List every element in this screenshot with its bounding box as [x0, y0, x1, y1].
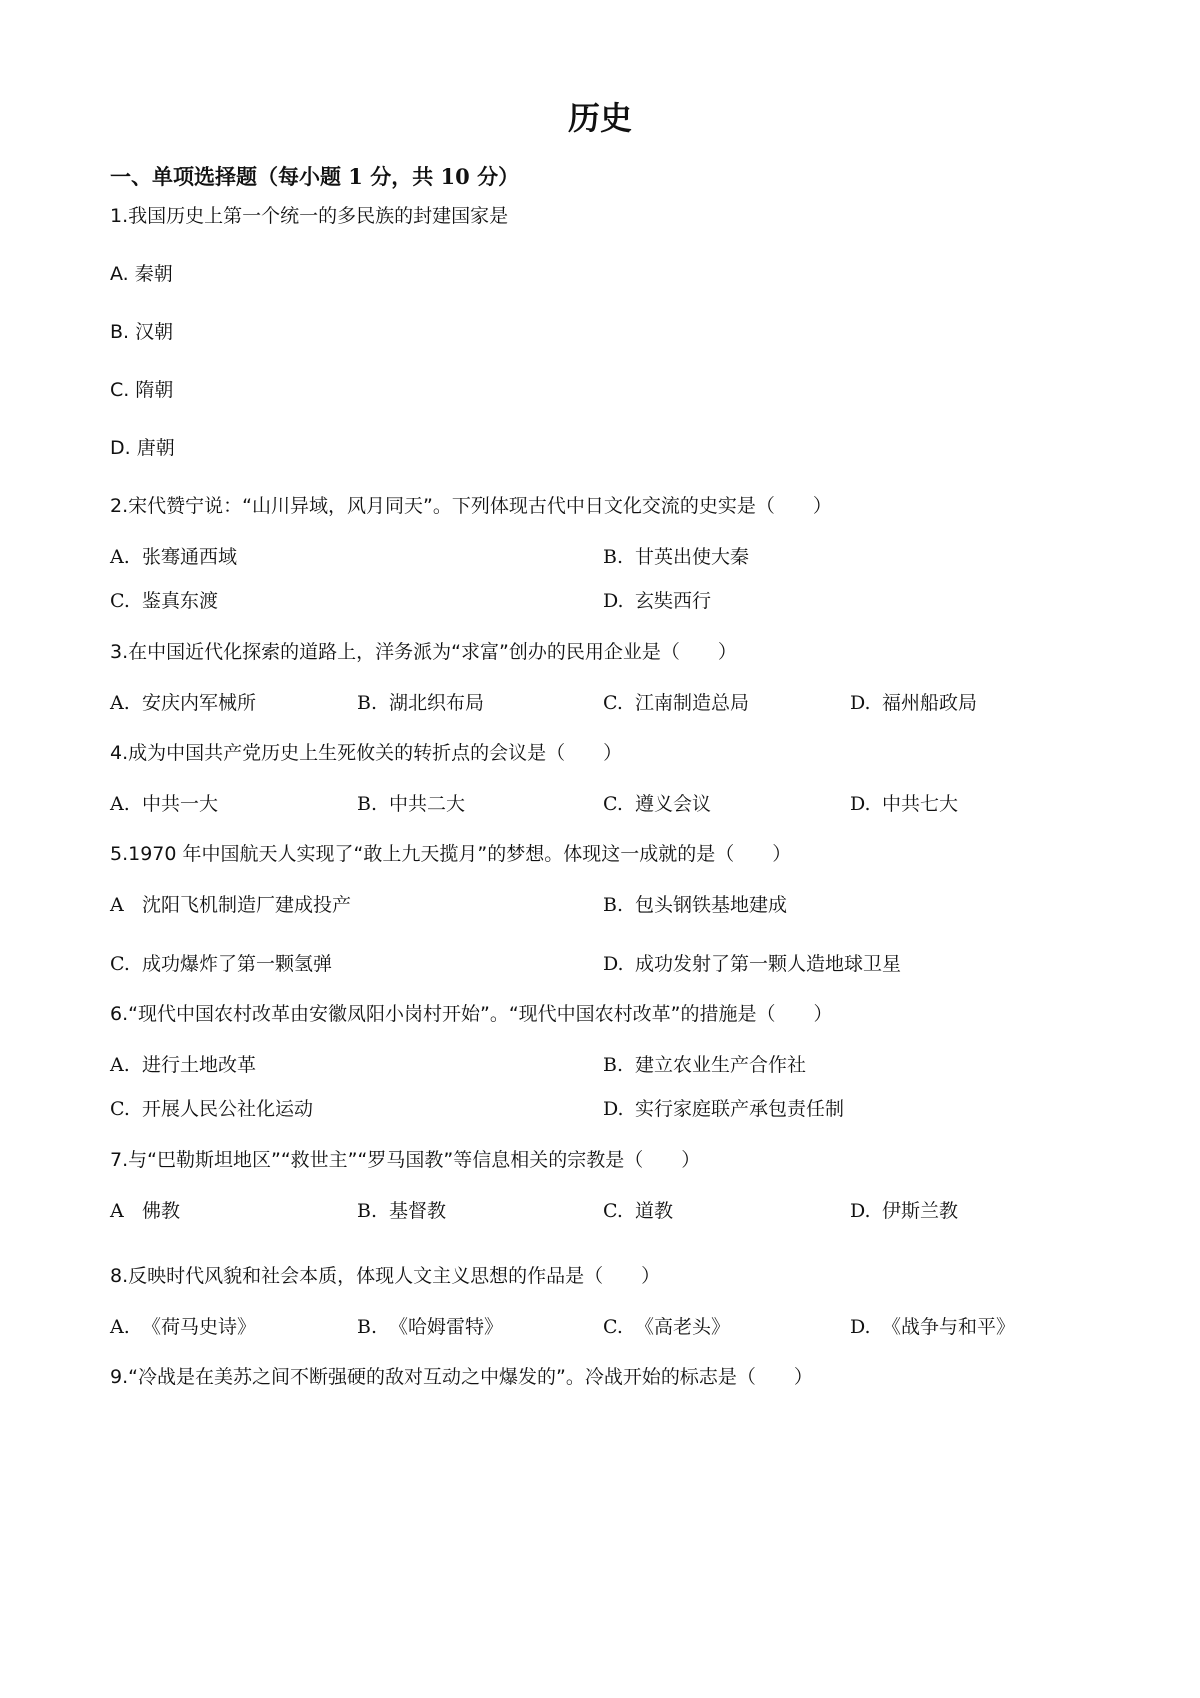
option-letter: B.	[357, 1316, 378, 1338]
option-letter: A	[110, 894, 124, 916]
option-text: 实行家庭联产承包责任制	[635, 1098, 845, 1120]
question-5-option-a[interactable]	[110, 891, 351, 919]
question-1-option-c[interactable]	[110, 376, 173, 404]
option-letter: D.	[603, 590, 624, 612]
question-5-stem: 5.1970 年中国航天人实现了“敢上九天揽月”的梦想。体现这一成就的是（ ）	[110, 843, 792, 865]
option-text: 成功爆炸了第一颗氢弹	[142, 953, 333, 975]
question-4-option-c[interactable]	[603, 790, 711, 818]
question-9-stem: 9.“冷战是在美苏之间不断强硬的敌对互动之中爆发的”。冷战开始的标志是（ ）	[110, 1366, 813, 1388]
option-letter: A.	[110, 1054, 130, 1076]
option-letter: B.	[357, 692, 378, 714]
option-letter: C.	[110, 953, 130, 975]
option-text: 鉴真东渡	[142, 590, 219, 612]
option-text: 沈阳飞机制造厂建成投产	[142, 894, 352, 916]
option-letter: D.	[850, 1316, 871, 1338]
question-5-option-c[interactable]	[110, 950, 332, 978]
option-text: 建立农业生产合作社	[635, 1054, 807, 1076]
option-letter: B.	[603, 546, 624, 568]
question-4-option-a[interactable]	[110, 790, 218, 818]
option-text: 成功发射了第一颗人造地球卫星	[635, 953, 902, 975]
option-letter: C.	[603, 692, 623, 714]
option-letter: B.	[357, 1200, 378, 1222]
option-text: 《哈姆雷特》	[389, 1316, 504, 1338]
question-7-option-d[interactable]	[850, 1197, 958, 1225]
question-1-option-a[interactable]	[110, 260, 173, 288]
question-2-option-c[interactable]	[110, 587, 218, 615]
option-text: 道教	[635, 1200, 674, 1222]
option-letter: D.	[850, 692, 871, 714]
option-letter: C.	[110, 379, 130, 401]
question-6-stem: 6.“现代中国农村改革由安徽凤阳小岗村开始”。“现代中国农村改革”的措施是（ ）	[110, 1003, 833, 1025]
question-4-stem: 4.成为中国共产党历史上生死攸关的转折点的会议是（ ）	[110, 742, 623, 764]
question-8-stem: 8.反映时代风貌和社会本质，体现人文主义思想的作品是（ ）	[110, 1265, 661, 1287]
option-letter: C.	[603, 1200, 623, 1222]
option-letter: C.	[603, 1316, 623, 1338]
question-6-option-c[interactable]	[110, 1095, 313, 1123]
option-letter: D.	[110, 437, 131, 459]
question-7-stem: 7.与“巴勒斯坦地区”“救世主”“罗马国教”等信息相关的宗教是（ ）	[110, 1149, 701, 1171]
option-text: 《荷马史诗》	[142, 1316, 257, 1338]
option-letter: D.	[850, 1200, 871, 1222]
question-6-option-b[interactable]	[603, 1051, 806, 1079]
option-text: 佛教	[142, 1200, 181, 1222]
section-heading: 一、单项选择题（每小题 1 分，共 10 分）	[110, 164, 520, 189]
option-letter: D.	[603, 953, 624, 975]
question-4-option-b[interactable]	[357, 790, 465, 818]
question-6-option-a[interactable]	[110, 1051, 256, 1079]
question-2-option-a[interactable]	[110, 543, 237, 571]
option-letter: B.	[603, 1054, 624, 1076]
option-text: 汉朝	[135, 321, 174, 343]
option-letter: A.	[110, 1316, 130, 1338]
option-text: 中共七大	[882, 793, 959, 815]
question-3-stem: 3.在中国近代化探索的道路上，洋务派为“求富”创办的民用企业是（ ）	[110, 641, 737, 663]
option-text: 包头钢铁基地建成	[635, 894, 788, 916]
question-2-option-b[interactable]	[603, 543, 749, 571]
option-letter: A.	[110, 793, 130, 815]
question-3-option-c[interactable]	[603, 689, 749, 717]
question-1-option-b[interactable]	[110, 318, 173, 346]
question-1-option-d[interactable]	[110, 434, 175, 462]
option-letter: D.	[603, 1098, 624, 1120]
question-6-option-d[interactable]	[603, 1095, 844, 1123]
option-letter: C.	[603, 793, 623, 815]
option-text: 玄奘西行	[635, 590, 712, 612]
question-8-option-a[interactable]	[110, 1313, 256, 1341]
question-3-option-b[interactable]	[357, 689, 484, 717]
option-letter: A	[110, 1200, 124, 1222]
question-5-option-b[interactable]	[603, 891, 787, 919]
option-text: 基督教	[389, 1200, 447, 1222]
option-text: 开展人民公社化运动	[142, 1098, 314, 1120]
option-text: 张骞通西域	[142, 546, 238, 568]
question-1-stem: 1.我国历史上第一个统一的多民族的封建国家是	[110, 205, 509, 227]
option-text: 唐朝	[136, 437, 175, 459]
option-text: 中共一大	[142, 793, 219, 815]
option-letter: B.	[603, 894, 624, 916]
option-letter: D.	[850, 793, 871, 815]
option-text: 中共二大	[389, 793, 466, 815]
option-text: 江南制造总局	[635, 692, 750, 714]
question-2-option-d[interactable]	[603, 587, 711, 615]
option-text: 福州船政局	[882, 692, 978, 714]
option-text: 甘英出使大秦	[635, 546, 750, 568]
question-8-option-b[interactable]	[357, 1313, 503, 1341]
page-title: 历史	[567, 99, 632, 137]
option-letter: C.	[110, 1098, 130, 1120]
option-text: 遵义会议	[635, 793, 712, 815]
question-3-option-d[interactable]	[850, 689, 977, 717]
option-text: 湖北织布局	[389, 692, 485, 714]
option-text: 秦朝	[134, 263, 173, 285]
question-3-option-a[interactable]	[110, 689, 256, 717]
option-text: 伊斯兰教	[882, 1200, 959, 1222]
question-8-option-c[interactable]	[603, 1313, 730, 1341]
option-letter: B.	[357, 793, 378, 815]
question-8-option-d[interactable]	[850, 1313, 1015, 1341]
option-text: 安庆内军械所	[142, 692, 257, 714]
option-text: 《战争与和平》	[882, 1316, 1016, 1338]
option-text: 隋朝	[135, 379, 174, 401]
option-text: 进行土地改革	[142, 1054, 257, 1076]
question-7-option-c[interactable]	[603, 1197, 673, 1225]
question-2-stem: 2.宋代赞宁说：“山川异域，风月同天”。下列体现古代中日文化交流的史实是（ ）	[110, 495, 832, 517]
option-letter: B.	[110, 321, 130, 343]
question-5-option-d[interactable]	[603, 950, 901, 978]
question-7-option-a[interactable]	[110, 1197, 180, 1225]
question-4-option-d[interactable]	[850, 790, 958, 818]
option-letter: A.	[110, 546, 130, 568]
option-letter: A.	[110, 263, 129, 285]
option-letter: A.	[110, 692, 130, 714]
option-text: 《高老头》	[635, 1316, 731, 1338]
option-letter: C.	[110, 590, 130, 612]
question-7-option-b[interactable]	[357, 1197, 446, 1225]
